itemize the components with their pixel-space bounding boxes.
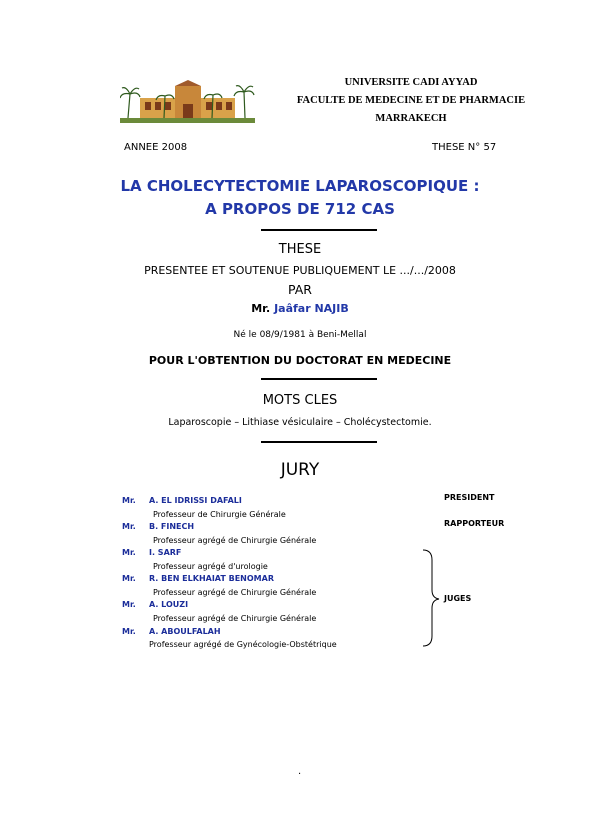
jury-member-title: Mr. xyxy=(122,548,136,557)
author-name: Jaâfar NAJIB xyxy=(274,302,349,315)
keywords-text: Laparoscopie – Lithiase vésiculaire – Cholécystectomie. xyxy=(168,417,432,428)
presentation-line: PRESENTEE ET SOUTENUE PUBLIQUEMENT LE .../.../2008 xyxy=(144,264,456,277)
footer-mark: . xyxy=(298,766,302,777)
faculty-logo xyxy=(120,80,255,124)
divider xyxy=(261,229,377,231)
jury-member-role: Professeur agrégé de Gynécologie-Obstétrique xyxy=(149,640,337,649)
jury-member-title: Mr. xyxy=(122,522,136,531)
thesis-heading: THESE xyxy=(278,242,322,257)
birth-info: Né le 08/9/1981 à Beni-Mellal xyxy=(233,330,367,340)
jury-member-role: Professeur agrégé de Chirurgie Générale xyxy=(153,588,317,597)
jury-member-name: B. FINECH xyxy=(149,522,195,531)
divider xyxy=(261,378,377,380)
jury-member-role: Professeur agrégé de Chirurgie Générale xyxy=(153,614,317,623)
degree-purpose: POUR L'OBTENTION DU DOCTORAT EN MEDECINE xyxy=(148,354,452,367)
thesis-title-line1: LA CHOLECYTECTOMIE LAPAROSCOPIQUE : xyxy=(120,177,480,195)
jury-member-role: Professeur de Chirurgie Générale xyxy=(153,510,286,519)
judges-brace xyxy=(420,548,442,648)
faculty-name: FACULTE DE MEDECINE ET DE PHARMACIE xyxy=(296,95,526,106)
keywords-heading: MOTS CLES xyxy=(262,393,338,408)
par-line: PAR xyxy=(288,282,312,297)
jury-member-name: R. BEN ELKHAIAT BENOMAR xyxy=(149,574,274,583)
jury-member-name: A. EL IDRISSI DAFALI xyxy=(149,496,242,505)
author-title: Mr. xyxy=(251,302,271,315)
thesis-title-line2: A PROPOS DE 712 CAS xyxy=(205,200,395,218)
thesis-year: ANNEE 2008 xyxy=(124,142,188,153)
jury-member-role: Professeur agrégé de Chirurgie Générale xyxy=(153,536,317,545)
jury-member-name: I. SARF xyxy=(149,548,182,557)
jury-member-name: A. LOUZI xyxy=(149,600,189,609)
thesis-number: THESE N° 57 xyxy=(432,142,497,153)
divider xyxy=(261,441,377,443)
juges-label: JUGES xyxy=(444,594,472,603)
president-label: PRESIDENT xyxy=(444,493,495,502)
jury-member-title: Mr. xyxy=(122,574,136,583)
rapporteur-label: RAPPORTEUR xyxy=(444,519,505,528)
jury-member-title: Mr. xyxy=(122,600,136,609)
jury-heading: JURY xyxy=(280,460,320,480)
jury-member-role: Professeur agrégé d'urologie xyxy=(153,562,268,571)
university-name: UNIVERSITE CADI AYYAD xyxy=(344,77,478,88)
jury-member-name: A. ABOULFALAH xyxy=(149,627,221,636)
city-name: MARRAKECH xyxy=(375,113,447,124)
jury-member-title: Mr. xyxy=(122,496,136,505)
author-line xyxy=(0,302,600,315)
jury-member-title: Mr. xyxy=(122,627,136,636)
